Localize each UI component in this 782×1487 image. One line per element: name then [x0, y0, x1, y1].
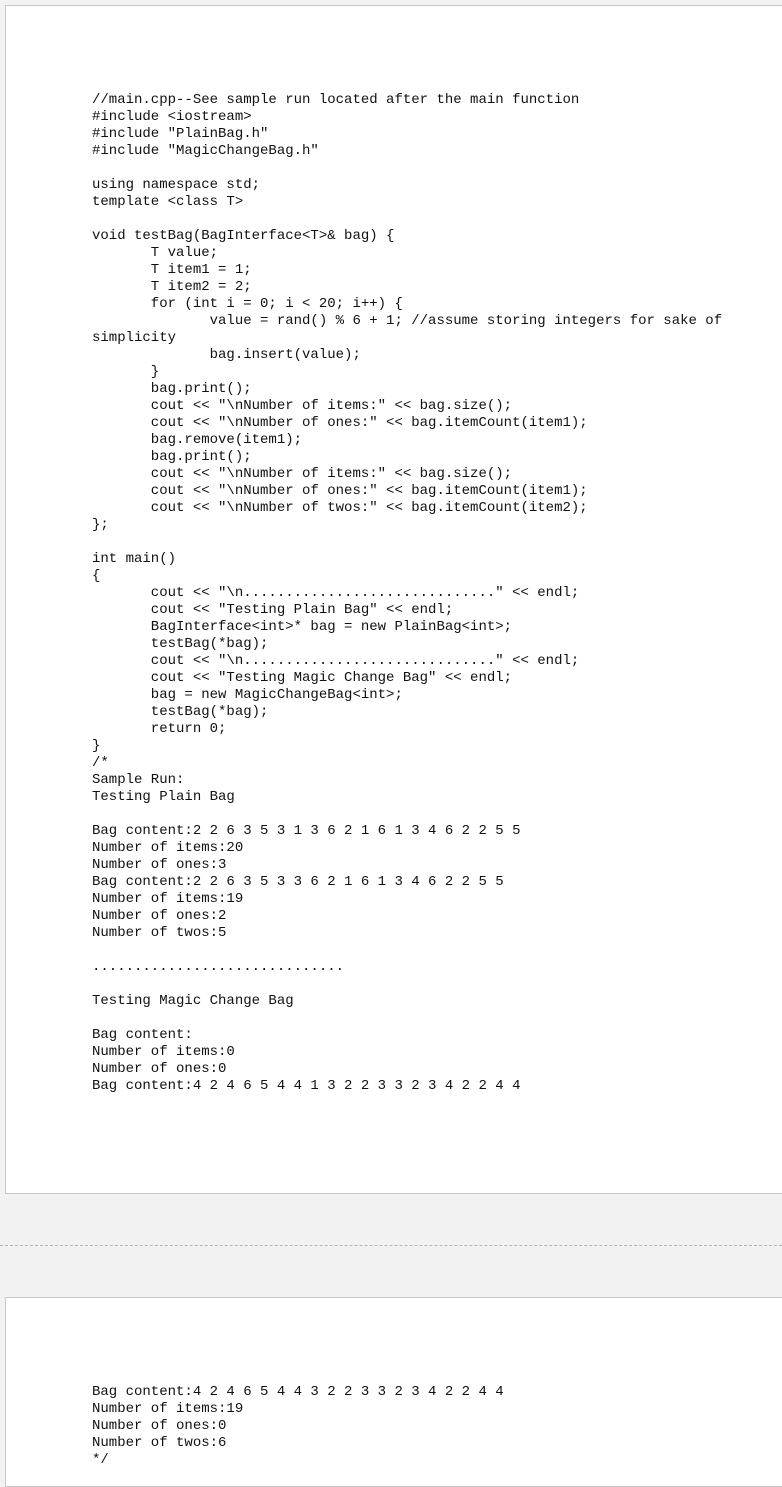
code-line: .............................. [92, 959, 345, 975]
code-line: #include "PlainBag.h" [92, 126, 269, 142]
code-line: #include <iostream> [92, 109, 252, 125]
code-line: cout << "\nNumber of twos:" << bag.itemCount(item2); [92, 500, 588, 516]
code-line: value = rand() % 6 + 1; //assume storing integers for sake of [92, 313, 723, 329]
code-line: Number of twos:5 [92, 925, 227, 941]
code-line [92, 942, 722, 959]
code-line: int main() [92, 551, 177, 567]
code-line: */ [92, 1452, 109, 1468]
code-line: for (int i = 0; i < 20; i++) { [92, 296, 403, 312]
code-line: bag.remove(item1); [92, 432, 303, 448]
code-line: #include "MagicChangeBag.h" [92, 143, 319, 159]
code-line: cout << "\nNumber of ones:" << bag.itemCount(item1); [92, 483, 588, 499]
code-line: testBag(*bag); [92, 704, 269, 720]
code-line: /* [92, 755, 109, 771]
code-line: Testing Magic Change Bag [92, 993, 294, 1009]
code-line: template <class T> [92, 194, 244, 210]
code-listing-continued [92, 1384, 504, 1469]
code-line: T item2 = 2; [92, 279, 252, 295]
code-line: Number of items:0 [92, 1044, 235, 1060]
code-line: Number of ones:0 [92, 1418, 227, 1434]
code-line: { [92, 568, 101, 584]
code-line: Number of twos:6 [92, 1435, 227, 1451]
code-line: T value; [92, 245, 219, 261]
code-line: testBag(*bag); [92, 636, 269, 652]
code-line: bag = new MagicChangeBag<int>; [92, 687, 403, 703]
code-line: Bag content: [92, 1027, 193, 1043]
code-line: Testing Plain Bag [92, 789, 235, 805]
code-line [92, 1010, 722, 1027]
code-line: T item1 = 1; [92, 262, 252, 278]
code-line: //main.cpp--See sample run located after the main function [92, 92, 580, 108]
document-page-1 [5, 5, 782, 1194]
code-line: Number of items:20 [92, 840, 244, 856]
code-line: Bag content:2 2 6 3 5 3 3 6 2 1 6 1 3 4 6 2 2 5 5 [92, 874, 504, 890]
code-line: Number of ones:3 [92, 857, 227, 873]
code-line: cout << "\n.............................." << endl; [92, 585, 580, 601]
code-line [92, 160, 722, 177]
code-line: Bag content:2 2 6 3 5 3 1 3 6 2 1 6 1 3 4 6 2 2 5 5 [92, 823, 521, 839]
code-line: bag.print(); [92, 449, 252, 465]
code-line: } [92, 738, 101, 754]
code-line: Number of ones:2 [92, 908, 227, 924]
document-page-2 [5, 1297, 782, 1487]
code-line [92, 806, 722, 823]
code-line: using namespace std; [92, 177, 261, 193]
code-line: Sample Run: [92, 772, 185, 788]
code-line [92, 211, 722, 228]
code-line: Number of items:19 [92, 891, 244, 907]
code-line: Number of ones:0 [92, 1061, 227, 1077]
code-line: cout << "Testing Plain Bag" << endl; [92, 602, 454, 618]
code-line: cout << "\nNumber of ones:" << bag.itemCount(item1); [92, 415, 588, 431]
code-line: void testBag(BagInterface<T>& bag) { [92, 228, 395, 244]
code-line: simplicity [92, 330, 177, 346]
code-line: BagInterface<int>* bag = new PlainBag<int>; [92, 619, 513, 635]
code-line: } [92, 364, 160, 380]
code-line [92, 534, 722, 551]
code-listing [92, 92, 722, 1095]
code-line: cout << "\nNumber of items:" << bag.size(); [92, 466, 513, 482]
code-line: cout << "Testing Magic Change Bag" << endl; [92, 670, 513, 686]
code-line: Bag content:4 2 4 6 5 4 4 3 2 2 3 3 2 3 4 2 2 4 4 [92, 1384, 504, 1400]
code-line: bag.print(); [92, 381, 252, 397]
code-line: Number of items:19 [92, 1401, 244, 1417]
page-break-divider [0, 1245, 782, 1246]
code-line: }; [92, 517, 109, 533]
code-line: Bag content:4 2 4 6 5 4 4 1 3 2 2 3 3 2 3 4 2 2 4 4 [92, 1078, 521, 1094]
code-line: return 0; [92, 721, 227, 737]
code-line: cout << "\n.............................." << endl; [92, 653, 580, 669]
code-line [92, 976, 722, 993]
code-line: bag.insert(value); [92, 347, 361, 363]
code-line: cout << "\nNumber of items:" << bag.size(); [92, 398, 513, 414]
